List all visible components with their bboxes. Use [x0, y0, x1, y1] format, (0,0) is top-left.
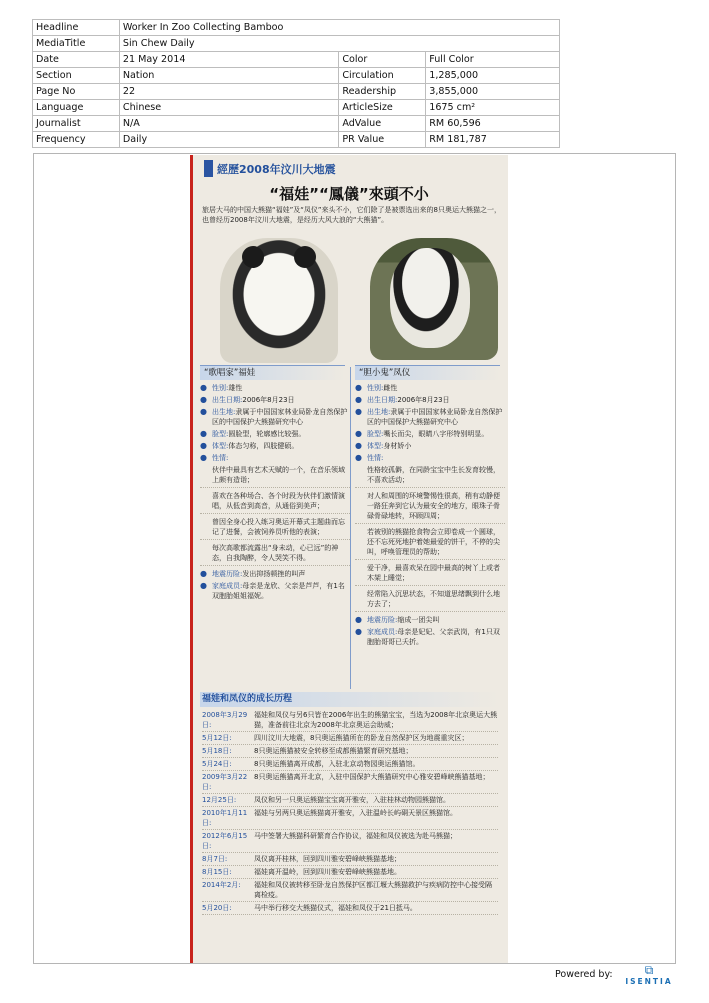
meta-label: Circulation — [339, 68, 426, 84]
meta-label: Color — [339, 52, 426, 68]
article-title: “福娃”“鳳儀”來頭不小 — [269, 185, 429, 203]
profile-item-label: 家庭成员: — [212, 582, 243, 590]
isentia-logo-word: ISENTIA — [625, 977, 673, 986]
profile-item — [200, 407, 350, 427]
timeline-row — [202, 758, 498, 771]
timeline-row — [202, 732, 498, 745]
meta-value-circulation: 1,285,000 — [426, 68, 560, 84]
meta-label: Frequency — [33, 132, 120, 148]
timeline-row — [202, 830, 498, 853]
profile-item — [355, 407, 505, 427]
profile-item — [200, 395, 350, 405]
profile-item-label: 出生地: — [367, 408, 391, 416]
profile-item-label: 出生日期: — [367, 396, 398, 404]
meta-label: Page No — [33, 84, 120, 100]
meta-row-headline — [33, 20, 560, 36]
red-rule — [190, 155, 193, 963]
timeline-row — [202, 866, 498, 879]
timeline-row — [202, 879, 498, 902]
temperament-paragraph: 伙伴中最具有艺术天赋的一个，在音乐领域上颇有造诣； — [200, 465, 350, 488]
timeline-date: 2009年3月22日: — [202, 773, 248, 791]
profile-item-label: 地震历险: — [212, 570, 243, 578]
profile-item-text: 发出抑扬顿挫的叫声 — [242, 570, 306, 578]
profile-item — [355, 429, 505, 439]
profile-item — [200, 441, 350, 451]
right-column — [355, 383, 505, 649]
timeline-event: 福娃和凤仪与另6只皆在2006年出生的熊猫宝宝，当选为2008年北京奥运大熊猫，准备前往北京为2008年北京奥运会助威； — [254, 711, 498, 729]
profile-item-text: 雌性 — [383, 384, 398, 392]
timeline-event: 8只奥运熊猫离开成都，入驻北京动物园奥运熊猫馆。 — [254, 760, 420, 768]
timeline-date: 5月12日: — [202, 734, 232, 742]
profile-item-text: 圆脸型，轮廓感比较强。 — [228, 430, 306, 438]
panda-fengyi-photo — [370, 238, 498, 360]
left-column-heading: “歌唱家”福娃 — [200, 365, 345, 380]
profile-item-label: 家庭成员: — [367, 628, 398, 636]
section-header — [204, 159, 336, 178]
timeline-event: 8只奥运熊猫离开北京，入驻中国保护大熊猫研究中心雅安碧峰峡熊猫基地； — [254, 773, 490, 781]
meta-row-section — [33, 68, 560, 84]
meta-value-date: 21 May 2014 — [119, 52, 338, 68]
meta-label: Headline — [33, 20, 120, 36]
temperament-paragraph: 爱干净，最喜欢呆在园中最高的树丫上或者木架上睡觉； — [355, 563, 505, 586]
timeline-event: 马中签署大熊猫科研繁育合作协议，福娃和凤仪被选为赴马熊猫； — [254, 832, 457, 840]
section-header-text: 經歷2008年汶川大地震 — [217, 162, 336, 176]
profile-item — [200, 453, 350, 463]
timeline-row — [202, 853, 498, 866]
meta-value-section: Nation — [119, 68, 338, 84]
profile-item-text: 隶属于中国国家林业局卧龙自然保护区的中国保护大熊猫研究中心 — [367, 408, 503, 426]
meta-row-language — [33, 100, 560, 116]
profile-item-label: 性别: — [367, 384, 384, 392]
meta-label: Readership — [339, 84, 426, 100]
profile-item-text: 隶属于中国国家林业局卧龙自然保护区的中国保护大熊猫研究中心 — [212, 408, 348, 426]
timeline-event: 福娃离开温岭，回到四川雅安碧峰峡熊猫基地。 — [254, 868, 401, 876]
profile-item-text: 母亲是妃妃、父亲武岗，有1只双胞胎哥哥已夭折。 — [367, 628, 500, 646]
profile-item-label: 性情: — [367, 454, 384, 462]
temperament-paragraph: 曾因全身心投入练习奥运开幕式主题曲而忘记了进餐，会被饲养员听他的表演； — [200, 517, 350, 540]
meta-label: PR Value — [339, 132, 426, 148]
meta-value-language: Chinese — [119, 100, 338, 116]
timeline-event: 凤仪和另一只奥运熊猫宝宝离开雅安，入驻桂林动物园熊猫馆。 — [254, 796, 450, 804]
section-bar-icon — [204, 160, 213, 177]
temperament-paragraph: 经常陷入沉思状态，不知道思绪飘到什么地方去了； — [355, 589, 505, 612]
profile-item-label: 脸型: — [212, 430, 229, 438]
timeline-date: 12月25日: — [202, 796, 237, 804]
isentia-logo-icon: ⧉ — [644, 963, 654, 977]
timeline-event: 福娃与另两只奥运熊猫离开雅安，入驻温岭长屿硐天景区熊猫馆。 — [254, 809, 457, 817]
meta-value-advalue: RM 60,596 — [426, 116, 560, 132]
profile-item-text: 母亲是龙欣、父亲是芦芦，有1名双胞胎姐姐福妮。 — [212, 582, 345, 600]
timeline-date: 2010年1月11日: — [202, 809, 248, 827]
meta-row-date — [33, 52, 560, 68]
isentia-logo — [624, 963, 674, 995]
right-column-heading: “胆小鬼”凤仪 — [355, 365, 500, 380]
meta-value-color: Full Color — [426, 52, 560, 68]
timeline-row — [202, 794, 498, 807]
timeline-event: 8只奥运熊猫被安全转移至成都熊猫繁育研究基地； — [254, 747, 413, 755]
profile-item-label: 地震历险: — [367, 616, 398, 624]
profile-item-text: 体态匀称，四肢健硕。 — [228, 442, 299, 450]
profile-item-label: 出生地: — [212, 408, 236, 416]
profile-item — [355, 627, 505, 647]
profile-item-text: 2006年8月23日 — [397, 396, 450, 404]
metadata-table — [32, 19, 560, 148]
profile-item-label: 出生日期: — [212, 396, 243, 404]
powered-by-label: Powered by: — [555, 969, 613, 980]
profile-item-label: 脸型: — [367, 430, 384, 438]
profile-item — [355, 441, 505, 451]
meta-row-frequency — [33, 132, 560, 148]
meta-label: AdValue — [339, 116, 426, 132]
profile-item-label: 性情: — [212, 454, 229, 462]
profile-item — [355, 453, 505, 463]
profile-item-text: 嘴长而尖，眼睛八字形特别明显。 — [383, 430, 489, 438]
temperament-paragraph: 性格较孤僻，在同龄宝宝中生长发育较慢，不喜欢活动； — [355, 465, 505, 488]
timeline-event: 马中举行移交大熊猫仪式，福娃和凤仪于21日抵马。 — [254, 904, 417, 912]
temperament-paragraph: 每次高歌都流露出“身未动，心已远”的神态，自我陶醉，令人哭笑不得。 — [200, 543, 350, 566]
timeline-date: 2012年6月15日: — [202, 832, 248, 850]
timeline-row — [202, 771, 498, 794]
profile-item-text: 雄性 — [228, 384, 243, 392]
profile-item-text: 身材娇小 — [383, 442, 412, 450]
profile-item-label: 体型: — [212, 442, 229, 450]
meta-label: Journalist — [33, 116, 120, 132]
profile-item — [355, 395, 505, 405]
meta-row-journalist — [33, 116, 560, 132]
panda-fuwa-photo — [220, 238, 338, 363]
meta-value-readership: 3,855,000 — [426, 84, 560, 100]
timeline-row — [202, 807, 498, 830]
timeline-heading: 福娃和凤仪的成长历程 — [200, 692, 500, 707]
meta-value-mediatitle: Sin Chew Daily — [119, 36, 559, 52]
meta-row-mediatitle — [33, 36, 560, 52]
timeline-date: 2014年2月: — [202, 881, 241, 889]
timeline-date: 8月7日: — [202, 855, 228, 863]
profile-item — [200, 429, 350, 439]
timeline-event: 福娃和凤仪被转移至卧龙自然保护区都江堰大熊猫救护与疾病防控中心接受隔离检疫。 — [254, 881, 492, 899]
meta-value-journalist: N/A — [119, 116, 338, 132]
meta-value-frequency: Daily — [119, 132, 338, 148]
timeline-row — [202, 745, 498, 758]
profile-item-text: 2006年8月23日 — [242, 396, 295, 404]
profile-item — [200, 383, 350, 393]
meta-label: Language — [33, 100, 120, 116]
temperament-paragraph: 若被别的熊猫抢食物会立即卷成一个圆球，还不忘死死地护着她最爱的饼干，不停的尖叫，呼唤管理员的帮助； — [355, 527, 505, 560]
profile-item — [200, 581, 350, 601]
timeline-event: 凤仪离开桂林，回到四川雅安碧峰峡熊猫基地； — [254, 855, 401, 863]
profile-item — [200, 569, 350, 579]
timeline-date: 5月20日: — [202, 904, 232, 912]
timeline-date: 5月24日: — [202, 760, 232, 768]
meta-row-pageno — [33, 84, 560, 100]
meta-label: Date — [33, 52, 120, 68]
article-intro: 旅居大马的中国大熊猫“福娃”及“凤仪”来头不小，它们除了是被票选出来的8只奥运大熊猫之一，也曾经历2008年汶川大地震，是经历大风大浪的“大熊猫”。 — [202, 206, 501, 224]
temperament-paragraph: 喜欢在各种场合、各个时段为伙伴们激情演唱，从低音到高音，从通俗到美声； — [200, 491, 350, 514]
meta-value-prvalue: RM 181,787 — [426, 132, 560, 148]
timeline-event: 四川汶川大地震，8只奥运熊猫所在的卧龙自然保护区为地震重灾区； — [254, 734, 469, 742]
timeline-date: 5月18日: — [202, 747, 232, 755]
profile-item — [355, 383, 505, 393]
meta-value-pageno: 22 — [119, 84, 338, 100]
profile-item — [355, 615, 505, 625]
newspaper-clipping — [190, 155, 508, 963]
meta-value-headline: Worker In Zoo Collecting Bamboo — [119, 20, 559, 36]
temperament-paragraph: 对人和周围的环境警惕性很高，稍有动静便一路狂奔到它认为最安全的地方，眼珠子骨碌骨碌地转，环顾四周； — [355, 491, 505, 524]
timeline — [202, 709, 498, 915]
profile-item-text: 缩成一团尖叫 — [397, 616, 440, 624]
meta-value-articlesize: 1675 cm² — [426, 100, 560, 116]
timeline-row — [202, 709, 498, 732]
timeline-date: 2008年3月29日: — [202, 711, 248, 729]
timeline-date: 8月15日: — [202, 868, 232, 876]
timeline-row — [202, 902, 498, 915]
meta-label: ArticleSize — [339, 100, 426, 116]
meta-label: MediaTitle — [33, 36, 120, 52]
profile-item-label: 体型: — [367, 442, 384, 450]
meta-label: Section — [33, 68, 120, 84]
left-column — [200, 383, 350, 603]
column-divider — [350, 367, 351, 689]
profile-item-label: 性别: — [212, 384, 229, 392]
